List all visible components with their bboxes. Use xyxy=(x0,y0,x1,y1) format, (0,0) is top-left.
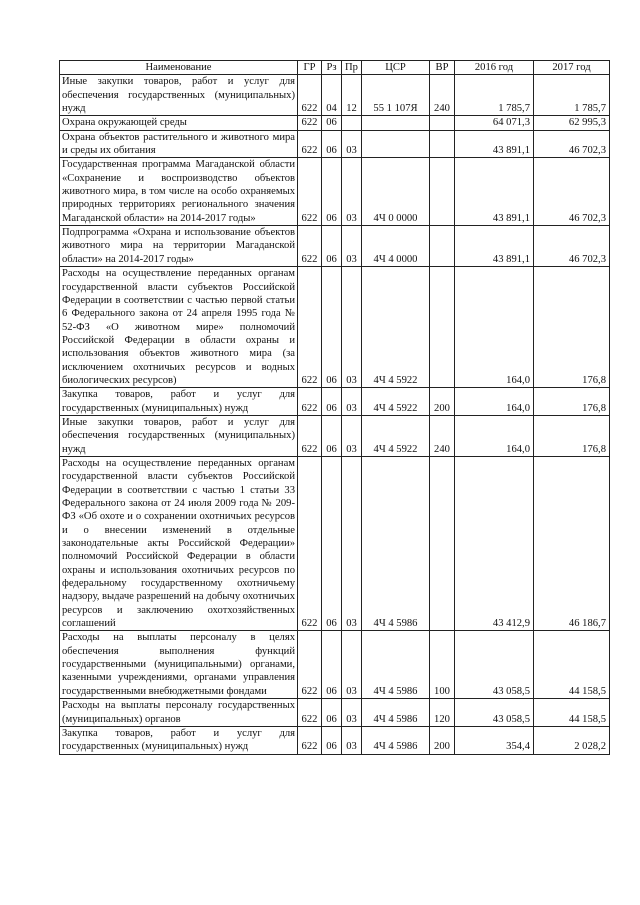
row-gr: 622 xyxy=(298,130,322,158)
row-2016: 43 891,1 xyxy=(455,226,534,267)
row-pr: 03 xyxy=(342,631,362,699)
row-vr: 240 xyxy=(430,75,455,116)
row-rz: 06 xyxy=(322,158,342,226)
row-pr: 03 xyxy=(342,388,362,416)
row-gr: 622 xyxy=(298,726,322,754)
row-rz: 06 xyxy=(322,130,342,158)
row-csr xyxy=(362,116,430,130)
row-2017: 176,8 xyxy=(534,267,610,388)
row-2016: 1 785,7 xyxy=(455,75,534,116)
table-row xyxy=(60,388,610,416)
row-name: Государственная программа Магаданской области «Сохранение и воспроизводство объектов животного мира, в том числе на особо охраняемых природных территориях регионального значения Магаданской области» на 2014-2017 годы» xyxy=(60,158,298,226)
row-name: Закупка товаров, работ и услуг для государственных (муниципальных) нужд xyxy=(60,726,298,754)
row-gr: 622 xyxy=(298,267,322,388)
row-pr: 03 xyxy=(342,226,362,267)
row-2016: 164,0 xyxy=(455,388,534,416)
row-2017: 46 702,3 xyxy=(534,130,610,158)
row-2017: 62 995,3 xyxy=(534,116,610,130)
row-pr: 12 xyxy=(342,75,362,116)
table-row xyxy=(60,116,610,130)
row-vr: 100 xyxy=(430,631,455,699)
row-csr: 4Ч 4 5986 xyxy=(362,456,430,630)
row-pr: 03 xyxy=(342,130,362,158)
row-vr: 200 xyxy=(430,726,455,754)
row-2017: 44 158,5 xyxy=(534,699,610,727)
header-vr: ВР xyxy=(430,61,455,75)
row-csr: 4Ч 4 5922 xyxy=(362,415,430,456)
row-2016: 354,4 xyxy=(455,726,534,754)
row-csr: 55 1 107Я xyxy=(362,75,430,116)
row-2016: 43 412,9 xyxy=(455,456,534,630)
row-csr: 4Ч 4 5922 xyxy=(362,267,430,388)
row-gr: 622 xyxy=(298,699,322,727)
row-pr: 03 xyxy=(342,726,362,754)
row-pr: 03 xyxy=(342,267,362,388)
row-2017: 46 702,3 xyxy=(534,158,610,226)
table-row xyxy=(60,456,610,630)
row-2017: 1 785,7 xyxy=(534,75,610,116)
row-pr: 03 xyxy=(342,415,362,456)
table-row xyxy=(60,267,610,388)
row-gr: 622 xyxy=(298,415,322,456)
row-rz: 06 xyxy=(322,726,342,754)
row-2017: 44 158,5 xyxy=(534,631,610,699)
row-name: Подпрограмма «Охрана и использование объектов животного мира на территории Магаданской области» на 2014-2017 годы» xyxy=(60,226,298,267)
row-gr: 622 xyxy=(298,456,322,630)
table-row xyxy=(60,158,610,226)
row-name: Охрана объектов растительного и животного мира и среды их обитания xyxy=(60,130,298,158)
row-pr: 03 xyxy=(342,456,362,630)
row-2016: 43 891,1 xyxy=(455,158,534,226)
row-gr: 622 xyxy=(298,388,322,416)
row-2017: 176,8 xyxy=(534,388,610,416)
row-name: Закупка товаров, работ и услуг для государственных (муниципальных) нужд xyxy=(60,388,298,416)
row-csr: 4Ч 4 5986 xyxy=(362,631,430,699)
row-csr: 4Ч 4 5986 xyxy=(362,726,430,754)
table-row xyxy=(60,631,610,699)
budget-table xyxy=(59,60,610,755)
row-csr: 4Ч 4 5986 xyxy=(362,699,430,727)
row-2017: 46 186,7 xyxy=(534,456,610,630)
row-csr: 4Ч 4 0000 xyxy=(362,226,430,267)
row-2017: 2 028,2 xyxy=(534,726,610,754)
row-pr: 03 xyxy=(342,158,362,226)
row-name: Иные закупки товаров, работ и услуг для обеспечения государственных (муниципальных) нужд xyxy=(60,75,298,116)
row-2016: 164,0 xyxy=(455,267,534,388)
table-row xyxy=(60,75,610,116)
row-vr: 120 xyxy=(430,699,455,727)
row-2016: 164,0 xyxy=(455,415,534,456)
row-pr: 03 xyxy=(342,699,362,727)
header-name: Наименование xyxy=(60,61,298,75)
header-2016: 2016 год xyxy=(455,61,534,75)
row-vr xyxy=(430,267,455,388)
row-name: Расходы на осуществление переданных органам государственной власти субъектов Российской Федерации в соответствии с частью 1 статьи 33 Федерального закона от 24 июля 2009 года № 209-ФЗ «Об охоте и о сохранении охотничьих ресурсов и о внесении изменений в отдельные законодательные акты Российской Федерации» полномочий Российской Федерации в области охраны и использования охотничьих ресурсов по федеральному государственному охотничьему надзору, выдаче разрешений на добычу охотничьих ресурсов и заключению охотхозяйственных соглашений xyxy=(60,456,298,630)
row-rz: 06 xyxy=(322,631,342,699)
header-gr: ГР xyxy=(298,61,322,75)
row-gr: 622 xyxy=(298,75,322,116)
row-name: Охрана окружающей среды xyxy=(60,116,298,130)
row-vr xyxy=(430,130,455,158)
row-pr xyxy=(342,116,362,130)
row-rz: 06 xyxy=(322,116,342,130)
row-rz: 06 xyxy=(322,699,342,727)
row-2017: 46 702,3 xyxy=(534,226,610,267)
row-2016: 64 071,3 xyxy=(455,116,534,130)
table-row xyxy=(60,415,610,456)
table-row xyxy=(60,726,610,754)
row-vr: 240 xyxy=(430,415,455,456)
header-row xyxy=(60,61,610,75)
header-2017: 2017 год xyxy=(534,61,610,75)
row-csr xyxy=(362,130,430,158)
row-vr xyxy=(430,158,455,226)
table-row xyxy=(60,130,610,158)
row-2016: 43 891,1 xyxy=(455,130,534,158)
row-rz: 06 xyxy=(322,226,342,267)
row-vr xyxy=(430,116,455,130)
header-csr: ЦСР xyxy=(362,61,430,75)
table-row xyxy=(60,226,610,267)
row-2017: 176,8 xyxy=(534,415,610,456)
row-vr xyxy=(430,226,455,267)
row-gr: 622 xyxy=(298,116,322,130)
row-name: Иные закупки товаров, работ и услуг для обеспечения государственных (муниципальных) нужд xyxy=(60,415,298,456)
row-2016: 43 058,5 xyxy=(455,631,534,699)
row-vr: 200 xyxy=(430,388,455,416)
row-rz: 06 xyxy=(322,456,342,630)
row-name: Расходы на выплаты персоналу государственных (муниципальных) органов xyxy=(60,699,298,727)
row-csr: 4Ч 0 0000 xyxy=(362,158,430,226)
row-gr: 622 xyxy=(298,226,322,267)
header-rz: Рз xyxy=(322,61,342,75)
row-rz: 06 xyxy=(322,388,342,416)
row-rz: 06 xyxy=(322,415,342,456)
header-pr: Пр xyxy=(342,61,362,75)
row-name: Расходы на выплаты персоналу в целях обеспечения выполнения функций государственными (муниципальными) органами, казенными учреждениями, органами управления государственными внебюджетными фондами xyxy=(60,631,298,699)
row-2016: 43 058,5 xyxy=(455,699,534,727)
row-rz: 04 xyxy=(322,75,342,116)
row-csr: 4Ч 4 5922 xyxy=(362,388,430,416)
budget-document xyxy=(59,60,610,755)
row-gr: 622 xyxy=(298,158,322,226)
row-vr xyxy=(430,456,455,630)
row-gr: 622 xyxy=(298,631,322,699)
row-name: Расходы на осуществление переданных органам государственной власти субъектов Российской Федерации в соответствии с частью первой статьи 6 Федерального закона от 24 апреля 1995 года № 52-ФЗ «О животном мире» полномочий Российской Федерации в области охраны и использования объектов животного мира (за исключением охотничьих ресурсов и водных биологических ресурсов) xyxy=(60,267,298,388)
row-rz: 06 xyxy=(322,267,342,388)
table-row xyxy=(60,699,610,727)
